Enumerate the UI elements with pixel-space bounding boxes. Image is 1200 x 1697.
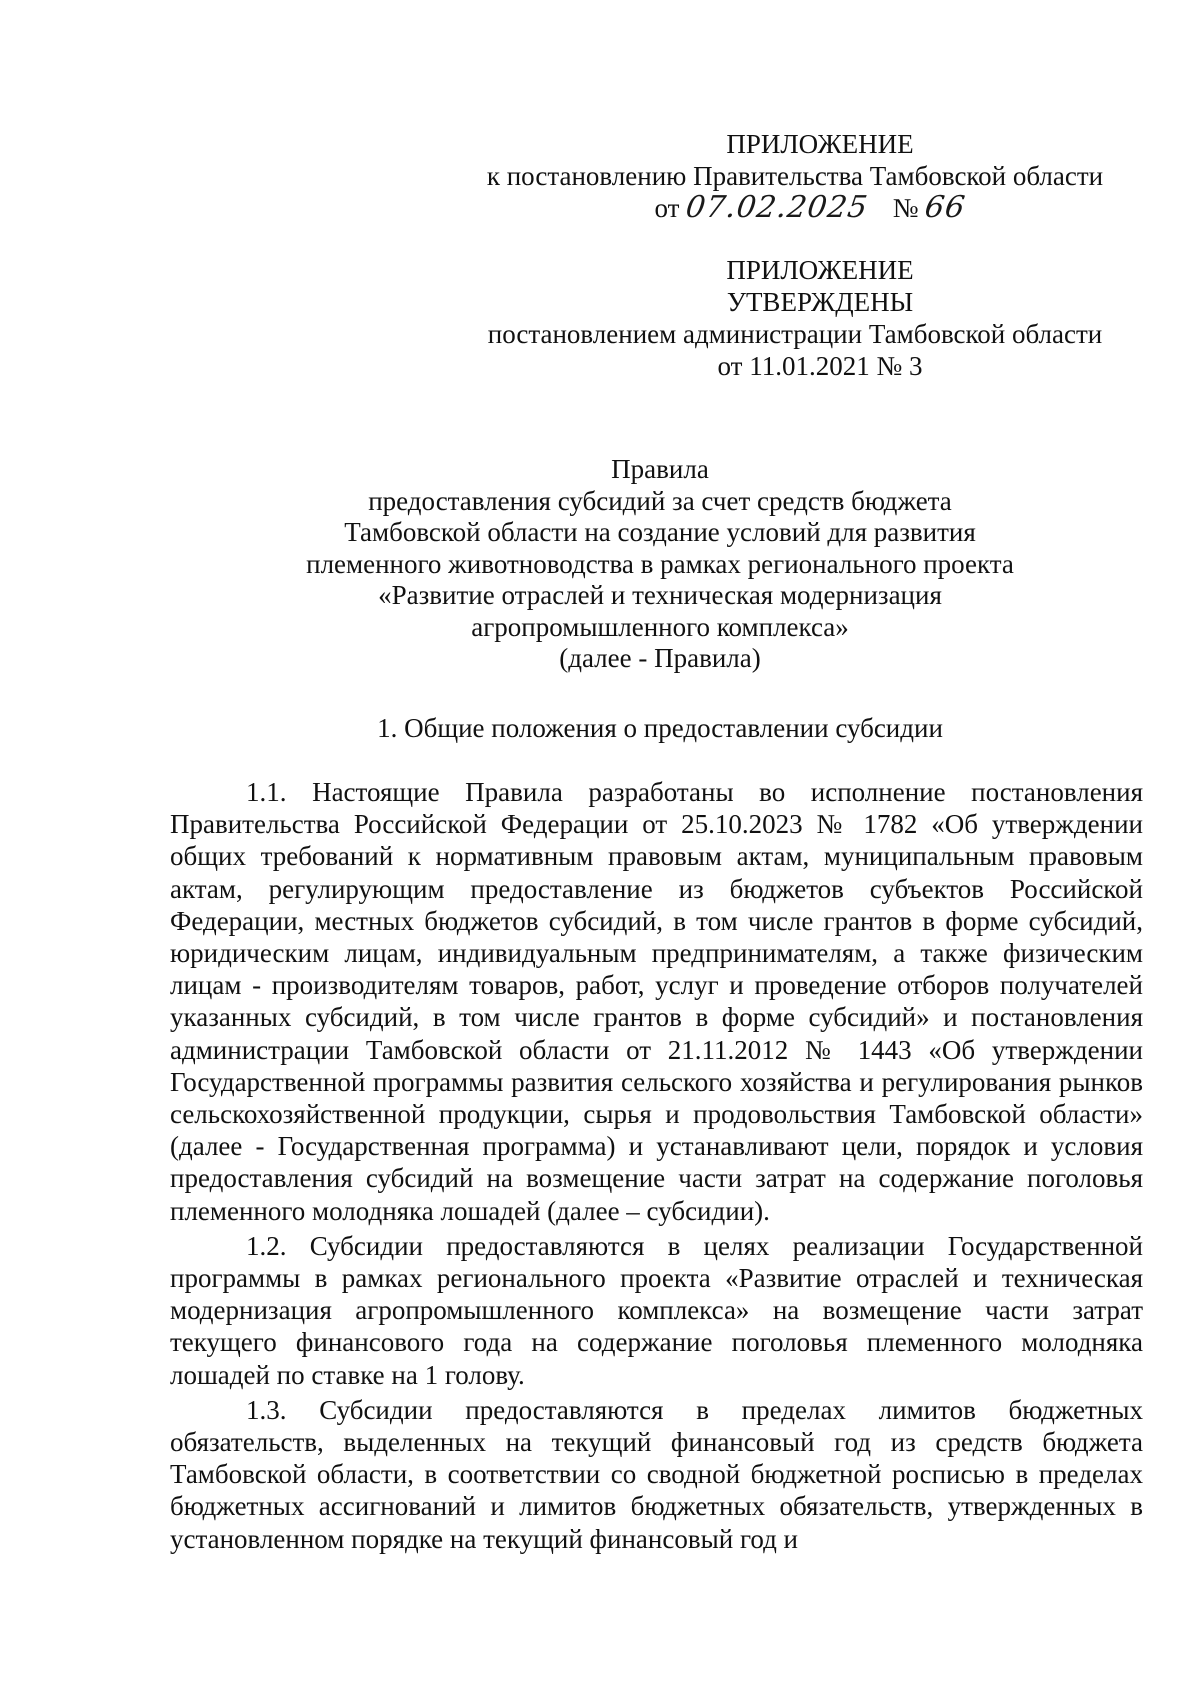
handwritten-number: 66 xyxy=(922,190,968,225)
document-title xyxy=(170,454,1150,675)
date-prefix: от xyxy=(654,193,680,223)
section-body xyxy=(170,776,1143,1555)
handwritten-date: 07.02.2025 xyxy=(683,190,871,225)
paragraph-1-3: 1.3. Субсидии предоставляются в пределах лимитов бюджетных обязательств, выделенных на текущий финансовый год из средств бюджета Тамбовской области, в соответствии со сводной бюджетной росписью в пределах бюджетных ассигнований и лимитов бюджетных обязательств, утвержденных в установленном порядке на текущий финансовый год и xyxy=(170,1394,1143,1554)
header-appendix xyxy=(470,128,1120,224)
header-approved xyxy=(470,254,1120,382)
appendix-date-line xyxy=(470,192,1120,224)
approved-decree-line: постановлением администрации Тамбовской области xyxy=(487,319,1103,349)
title-line-4: племенного животноводства в рамках регионального проекта xyxy=(306,548,1014,579)
title-line-3: Тамбовской области на создание условий для развития xyxy=(344,517,976,547)
title-line-2: предоставления субсидий за счет средств бюджета xyxy=(368,485,952,516)
title-line-5: «Развитие отраслей и техническая модернизация xyxy=(378,580,942,610)
appendix-label: ПРИЛОЖЕНИЕ xyxy=(726,129,914,159)
approved-date-line: от 11.01.2021 № 3 xyxy=(717,351,923,381)
paragraph-1-1: 1.1. Настоящие Правила разработаны во исполнение постановления Правительства Российской Федерации от 25.10.2023 № 1782 «Об утверждении общих требований к нормативным правовым актам, муниципальным правовым актам, регулирующим предоставление из бюджетов субъектов Российской Федерации, местных бюджетов субсидий, в том числе грантов в форме субсидий, юридическим лицам, индивидуальным предпринимателям, а также физическим лицам - производителям товаров, работ, услуг и проведение отборов получателей указанных субсидий, в том числе грантов в форме субсидий» и постановления администрации Тамбовской области от 21.11.2012 № 1443 «Об утверждении Государственной программы развития сельского хозяйства и регулирования рынков сельскохозяйственной продукции, сырья и продовольствия Тамбовской области» (далее - Государственная программа) и устанавливают цели, порядок и условия предоставления субсидий на возмещение части затрат на содержание поголовья племенного молодняка лошадей (далее – субсидии). xyxy=(170,777,1143,1226)
number-prefix: № xyxy=(892,193,919,223)
paragraph-1-2: 1.2. Субсидии предоставляются в целях реализации Государственной программы в рамках регионального проекта «Развитие отраслей и техническая модернизация агропромышленного комплекса» на возмещение части затрат текущего финансового года на содержание поголовья племенного молодняка лошадей по ставке на 1 голову. xyxy=(170,1230,1143,1390)
title-line-6: агропромышленного комплекса» xyxy=(471,611,849,642)
approved-label: УТВЕРЖДЕНЫ xyxy=(726,287,914,317)
appendix-decree-line: к постановлению Правительства Тамбовской области xyxy=(486,161,1104,191)
title-line-7: (далее - Правила) xyxy=(559,643,761,673)
section-heading: 1. Общие положения о предоставлении субсидии xyxy=(377,713,943,743)
title-line-1: Правила xyxy=(611,454,709,484)
approved-appendix-label: ПРИЛОЖЕНИЕ xyxy=(726,255,914,285)
